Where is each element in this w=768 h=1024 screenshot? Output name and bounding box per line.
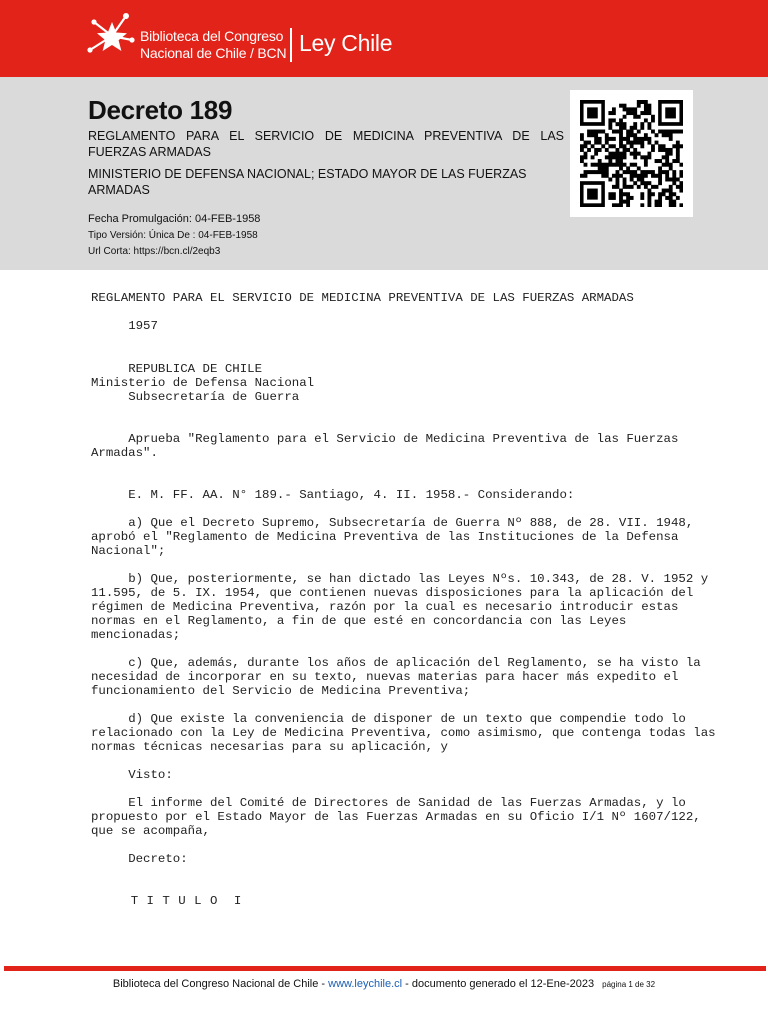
- body-paragraph: Visto:: [91, 768, 173, 782]
- footer-link[interactable]: www.leychile.cl: [328, 978, 403, 990]
- brand-name-line2: Nacional de Chile / BCN: [140, 45, 287, 61]
- fecha-promulgacion: Fecha Promulgación: 04-FEB-1958: [88, 213, 261, 225]
- brand-bar: [0, 0, 768, 77]
- document-header: [0, 77, 768, 270]
- body-paragraph: REPUBLICA DE CHILE Ministerio de Defensa Nacional Subsecretaría de Guerra: [91, 362, 315, 404]
- body-paragraph: b) Que, posteriormente, se han dictado las Leyes Nºs. 10.343, de 28. V. 1952 y 11.595, de 5. IX. 1954, que contienen nuevas disposiciones para la aplicación del régimen de Medicina Preventiva, razón por la cual es necesario introducir estas normas en el Reglamento, a fin de que esté en concordancia con las Leyes mencionadas;: [91, 572, 709, 642]
- footer: [0, 978, 768, 990]
- body-paragraph: Decreto:: [91, 852, 188, 866]
- brand-divider: [290, 28, 292, 62]
- body-paragraph: c) Que, además, durante los años de aplicación del Reglamento, se ha visto la necesidad de incorporar en su texto, nuevas materias para hacer más expedito el funcionamiento del Servicio de Medicina Preventiva;: [91, 656, 701, 698]
- brand-name[interactable]: [140, 28, 286, 62]
- body-paragraph: El informe del Comité de Directores de Sanidad de las Fuerzas Armadas, y lo propuesto por el Estado Mayor de las Fuerzas Armadas en su Oficio I/1 Nº 1607/122, que se acompaña,: [91, 796, 701, 838]
- body-paragraph: 1957: [91, 319, 158, 333]
- brand-product-name[interactable]: Ley Chile: [299, 30, 393, 56]
- body-paragraph: E. M. FF. AA. N° 189.- Santiago, 4. II. 1958.- Considerando:: [91, 488, 575, 502]
- url-corta[interactable]: Url Corta: https://bcn.cl/2eqb3: [88, 246, 221, 257]
- bcn-star-logo-icon[interactable]: [86, 10, 138, 62]
- qr-code-icon: [580, 100, 683, 207]
- body-paragraph: Aprueba "Reglamento para el Servicio de Medicina Preventiva de las Fuerzas Armadas".: [91, 432, 679, 460]
- footer-generated: - documento generado el 12-Ene-2023: [402, 978, 595, 990]
- page-number: página 1 de 32: [602, 980, 656, 989]
- document-body: [91, 291, 731, 908]
- body-paragraph: a) Que el Decreto Supremo, Subsecretaría de Guerra Nº 888, de 28. VII. 1948, aprobó el "Reglamento de Medicina Preventiva de las Instituciones de la Defensa Nacional";: [91, 516, 694, 558]
- document-ministry: MINISTERIO DE DEFENSA NACIONAL; ESTADO MAYOR DE LAS FUERZAS ARMADAS: [88, 167, 527, 197]
- body-paragraph: REGLAMENTO PARA EL SERVICIO DE MEDICINA PREVENTIVA DE LAS FUERZAS ARMADAS: [91, 291, 634, 305]
- brand-name-line1: Biblioteca del Congreso: [140, 28, 284, 44]
- qr-code: [570, 90, 693, 217]
- body-paragraph: d) Que existe la conveniencia de disponer de un texto que compendie todo lo relacionado con la Ley de Medicina Preventiva, como asimismo, que contenga todas las normas técnicas necesarias para su aplicación, y: [91, 712, 716, 754]
- tipo-version: Tipo Versión: Única De : 04-FEB-1958: [88, 230, 258, 241]
- document-title: Decreto 189: [88, 95, 233, 125]
- document-subtitle: REGLAMENTO PARA EL SERVICIO DE MEDICINA PREVENTIVA DE LAS FUERZAS ARMADAS: [88, 129, 564, 159]
- footer-text: Biblioteca del Congreso Nacional de Chile -: [112, 978, 329, 990]
- body-paragraph: T I T U L O I: [91, 894, 242, 908]
- footer-rule: [4, 966, 766, 971]
